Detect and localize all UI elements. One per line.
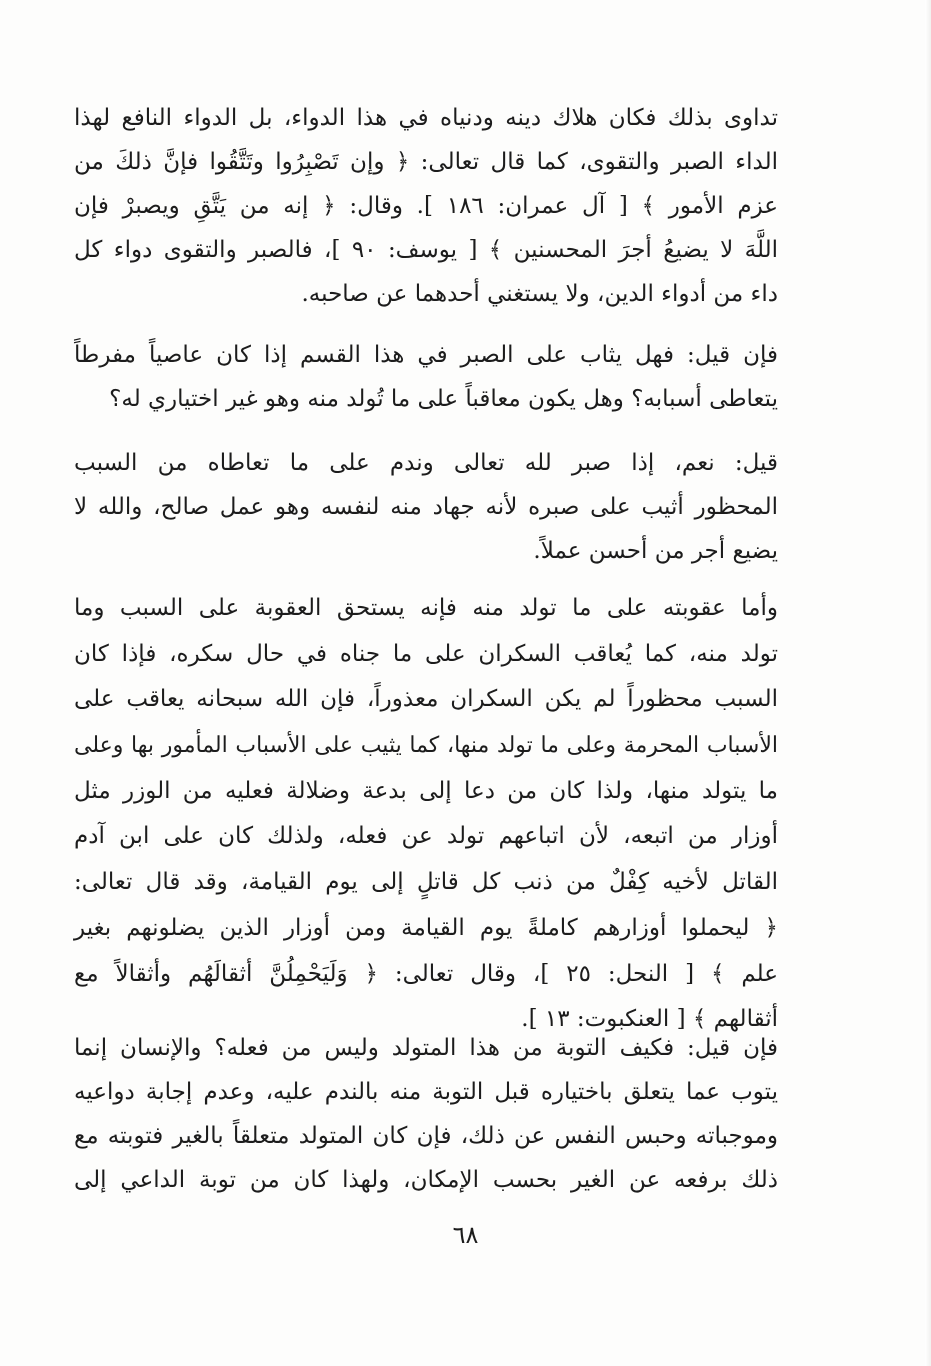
- paragraph-4: [74, 586, 778, 1043]
- paragraph-3: [74, 441, 778, 573]
- text-line: اللَّهَ لا يضيعُ أجرَ المحسنين ﴾ [ يوسف: ٩٠ ]، فالصبر والتقوى دواء كل: [74, 237, 778, 263]
- text-line: يتوب عما يتعلق باختياره قبل التوبة منه بالندم عليه، وعدم إجابة دواعيه: [74, 1079, 778, 1105]
- page-number: ٦٨: [452, 1221, 479, 1249]
- text-line: علم ﴾ [ النحل: ٢٥ ]، وقال تعالى: ﴿ وَلَيَحْمِلُنَّ أثقالَهُم وأثقالاً مع: [74, 960, 778, 987]
- paragraph-1: [74, 96, 778, 316]
- page-edge-shadow: [925, 0, 931, 1366]
- paragraph-5: [74, 1026, 778, 1202]
- text-line: ذلك برفعه عن الغير بحسب الإمكان، ولهذا كان من توبة الداعي إلى: [74, 1167, 778, 1193]
- text-line: أثقالهم ﴾ [ العنكبوت: ١٣ ].: [521, 1006, 778, 1033]
- text-line: قيل: نعم، إذا صبر لله تعالى وندم على ما تعاطاه من السبب: [74, 450, 778, 476]
- text-line: تداوى بذلك فكان هلاك دينه ودنياه في هذا الدواء، بل الدواء النافع لهذا: [74, 105, 778, 131]
- text-line: ﴿ ليحملوا أوزارهم كاملةً يوم القيامة ومن أوزار الذين يضلونهم بغير: [74, 914, 778, 941]
- text-line: داء من أدواء الدين، ولا يستغني أحدهما عن صاحبه.: [301, 281, 778, 307]
- text-line: وأما عقوبته على ما تولد منه فإنه يستحق العقوبة على السبب وما: [74, 595, 778, 621]
- text-line: السبب محظوراً لم يكن السكران معذوراً، فإن الله سبحانه يعاقب على: [74, 686, 778, 713]
- text-line: أوزار من اتبعه، لأن اتباعهم تولد عن فعله، ولذلك كان على ابن آدم: [74, 823, 778, 850]
- text-line: الأسباب المحرمة وعلى ما تولد منها، كما يثيب على الأسباب المأمور بها وعلى: [74, 733, 778, 759]
- text-line: تولد منه، كما يُعاقب السكران على ما جناه في حال سكره، فإذا كان: [74, 640, 778, 667]
- paragraph-2: [74, 333, 778, 421]
- text-line: يتعاطى أسبابه؟ وهل يكون معاقباً على ما تُولد منه وهو غير اختياري له؟: [109, 386, 778, 412]
- text-line: عزم الأمور ﴾ [ آل عمران: ١٨٦ ]. وقال: ﴿ إنه من يَتَّقِ ويصبرْ فإن: [74, 193, 778, 219]
- text-line: وموجباته وحبس النفس عن ذلك، فإن كان المتولد متعلقاً بالغير فتوبته مع: [74, 1123, 778, 1149]
- text-line: ما يتولد منها، ولذا كان من دعا إلى بدعة وضلالة فعليه من الوزر مثل: [74, 777, 778, 804]
- text-line: يضيع أجر من أحسن عملاً.: [533, 538, 778, 564]
- text-line: القاتل لأخيه كِفْلٌ من ذنب كل قاتلٍ إلى يوم القيامة، وقد قال تعالى:: [74, 869, 778, 896]
- text-line: فإن قيل: فكيف التوبة من هذا المتولد وليس من فعله؟ والإنسان إنما: [74, 1035, 778, 1061]
- text-line: الداء الصبر والتقوى، كما قال تعالى: ﴿ وإن تَصْبِرُوا وتَتَّقُوا فإنَّ ذلكَ من: [74, 149, 778, 175]
- text-line: المحظور أثيب على صبره لأنه جهاد منه لنفسه وهو عمل صالح، والله لا: [74, 494, 778, 520]
- text-line: فإن قيل: فهل يثاب على الصبر في هذا القسم إذا كان عاصياً مفرطاً: [74, 342, 778, 368]
